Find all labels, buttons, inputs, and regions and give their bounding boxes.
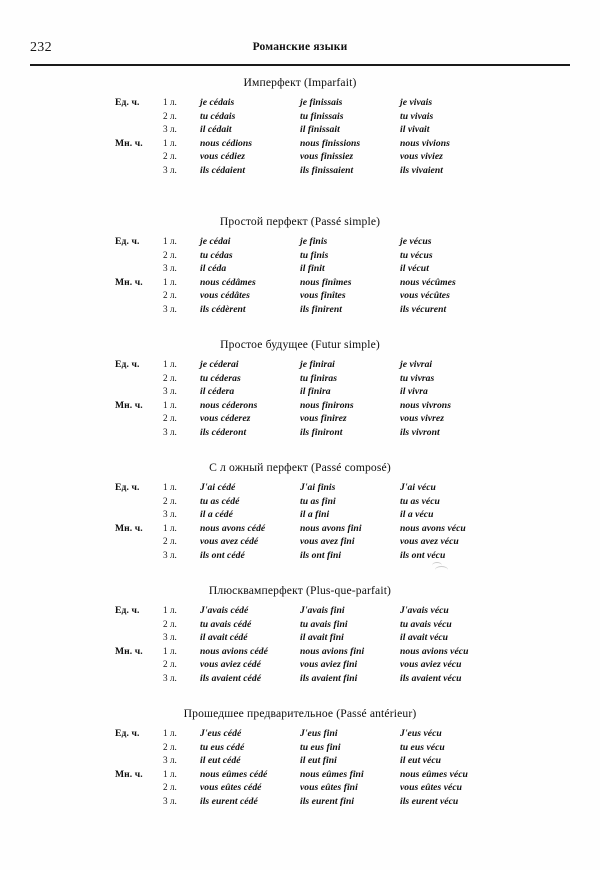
person-label: 3 л. [163,509,177,520]
conjugation-block [0,215,600,317]
table-row [0,303,600,317]
verb-form: tu vivras [400,372,435,384]
person-label: 1 л. [163,605,177,615]
verb-form: nous vivrons [400,399,451,411]
table-row [0,123,600,137]
table-row [0,150,600,164]
verb-form: tu cédas [200,249,233,261]
verb-form: ils finirent [300,303,342,315]
verb-form: tu eus cédé [200,741,245,753]
number-label: Ед. ч. [115,236,140,247]
verb-form: J'eus fini [300,728,338,739]
verb-form: tu as vécu [400,495,440,507]
table-row [0,522,600,536]
verb-form: vous finirez [300,413,347,425]
table-row [0,276,600,290]
verb-form: il eut cédé [200,755,241,767]
verb-form: tu avais fini [300,618,348,630]
table-row [0,658,600,672]
verb-form: J'ai cédé [200,482,236,493]
verb-form: il a cédé [200,509,233,521]
table-row [0,727,600,741]
verb-form: il vivra [400,386,428,398]
conjugation-block [0,338,600,440]
verb-form: je finissais [300,97,343,108]
section-heading: Имперфект (Imparfait) [243,76,357,89]
verb-form: nous avons fini [300,522,362,534]
table-row [0,508,600,522]
person-label: 2 л. [163,372,177,383]
person-label: 1 л. [163,359,177,369]
verb-form: nous avons vécu [400,522,466,534]
person-label: 3 л. [163,755,177,766]
verb-form: il a vécu [400,509,434,521]
number-label: Мн. ч. [115,137,143,149]
verb-form: tu finissais [300,110,344,122]
table-row [0,495,600,509]
conjugation-table [0,604,600,686]
verb-form: ils ont fini [300,549,342,561]
verb-form: il eut vécu [400,755,442,767]
person-label: 1 л. [163,399,177,410]
number-label: Ед. ч. [115,482,140,493]
verb-form: ils vivront [400,426,440,438]
table-row [0,164,600,178]
section-heading: Простое будущее (Futur simple) [220,338,380,351]
verb-form: nous avions fini [300,645,365,657]
table-row [0,289,600,303]
person-label: 1 л. [163,645,177,656]
verb-form: vous aviez vécu [400,659,462,671]
person-label: 1 л. [163,276,177,287]
verb-form: ils finiront [300,426,343,438]
table-row [0,604,600,618]
verb-form: ils eurent cédé [200,795,258,807]
number-label: Ед. ч. [115,97,140,108]
verb-form: je finirai [300,359,335,370]
verb-form: ils vivaient [400,164,443,176]
conjugation-table [0,727,600,809]
conjugation-table [0,481,600,563]
verb-form: vous eûtes fini [300,782,358,794]
verb-form: il vécut [400,263,429,275]
verb-form: nous avons cédé [200,522,266,534]
verb-form: ils ont cédé [200,549,245,561]
person-label: 3 л. [163,124,177,135]
table-row [0,741,600,755]
table-row [0,768,600,782]
table-row [0,754,600,768]
verb-form: je cédai [200,236,231,247]
section-heading: С л ожный перфект (Passé composé) [209,461,391,474]
person-label: 3 л. [163,263,177,274]
person-label: 2 л. [163,536,177,547]
verb-form: nous vécûmes [400,276,456,288]
conjugation-table [0,96,600,178]
verb-form: tu as cédé [200,495,240,507]
number-label: Мн. ч. [115,768,143,780]
verb-form: J'ai vécu [400,482,436,493]
person-label: 1 л. [163,768,177,779]
person-label: 2 л. [163,782,177,793]
table-row [0,481,600,495]
verb-form: J'avais fini [300,605,345,616]
verb-form: vous aviez fini [300,659,358,671]
verb-form: vous eûtes cédé [200,782,262,794]
verb-form: il finira [300,386,331,398]
verb-form: ils eurent fini [300,795,355,807]
person-label: 3 л. [163,632,177,643]
verb-form: J'avais vécu [400,605,449,616]
table-row [0,795,600,809]
number-label: Ед. ч. [115,605,140,616]
person-label: 2 л. [163,495,177,506]
verb-form: nous cédâmes [200,276,256,288]
verb-form: ils eurent vécu [400,795,459,807]
running-head-title: Романские языки [252,41,348,53]
person-label: 2 л. [163,110,177,121]
person-label: 1 л. [163,137,177,148]
verb-form: ils cédèrent [200,303,246,315]
conjugation-table [0,358,600,440]
table-row [0,426,600,440]
person-label: 3 л. [163,549,177,560]
table-row [0,96,600,110]
table-row [0,549,600,563]
verb-form: J'avais cédé [200,605,249,616]
verb-form: nous eûmes vécu [400,768,468,780]
person-label: 1 л. [163,97,177,107]
person-label: 2 л. [163,151,177,162]
verb-form: tu avais vécu [400,618,452,630]
verb-form: vous viviez [400,151,443,163]
verb-form: nous eûmes cédé [200,768,268,780]
conjugation-block [0,707,600,809]
verb-form: tu as fini [300,495,336,507]
table-row [0,372,600,386]
number-label: Мн. ч. [115,645,143,657]
person-label: 1 л. [163,728,177,738]
verb-form: vous avez cédé [200,536,259,548]
verb-form: vous vécûtes [400,290,450,302]
verb-form: il avait fini [300,632,344,644]
verb-form: vous aviez cédé [200,659,261,671]
verb-form: nous vivions [400,137,450,149]
person-label: 3 л. [163,672,177,683]
number-label: Мн. ч. [115,276,143,288]
table-row [0,235,600,249]
person-label: 1 л. [163,482,177,492]
verb-form: ils avaient fini [300,672,358,684]
table-row [0,385,600,399]
person-label: 2 л. [163,659,177,670]
verb-form: je cédais [200,97,235,108]
verb-form: il a fini [300,509,330,521]
verb-form: vous vivrez [400,413,444,425]
verb-form: tu finis [300,249,329,261]
verb-form: je céderai [200,359,239,370]
verb-form: tu finiras [300,372,338,384]
verb-form: vous avez vécu [400,536,459,548]
person-label: 2 л. [163,618,177,629]
verb-form: tu eus fini [300,741,341,753]
table-row [0,672,600,686]
table-row [0,618,600,632]
verb-form: il avait vécu [400,632,449,644]
verb-form: ils céderont [200,426,247,438]
verb-form: ils ont vécu [400,549,446,561]
verb-form: nous eûmes fini [300,768,364,780]
verb-form: je finis [300,236,328,247]
person-label: 3 л. [163,164,177,175]
verb-form: il eut fini [300,755,337,767]
person-label: 2 л. [163,249,177,260]
person-label: 1 л. [163,236,177,246]
page-number: 232 [30,40,52,55]
table-row [0,358,600,372]
verb-form: ils finissaient [300,164,354,176]
person-label: 2 л. [163,741,177,752]
verb-form: vous céderez [200,413,251,425]
verb-form: vous cédâtes [200,290,250,302]
verb-form: tu cédais [200,110,236,122]
verb-form: nous céderons [200,399,258,411]
number-label: Мн. ч. [115,399,143,411]
table-row [0,631,600,645]
verb-form: vous eûtes vécu [400,782,463,794]
verb-form: ils cédaient [200,164,246,176]
conjugation-block [0,461,600,563]
verb-form: nous finirons [300,399,354,411]
verb-form: ils vécurent [400,303,447,315]
verb-form: J'eus vécu [400,728,442,739]
number-label: Ед. ч. [115,728,140,739]
table-row [0,399,600,413]
verb-form: nous avions vécu [400,645,469,657]
person-label: 2 л. [163,290,177,301]
section-heading: Простой перфект (Passé simple) [219,215,381,228]
conjugation-table [0,235,600,317]
verb-form: tu céderas [200,372,241,384]
verb-form: J'ai finis [300,482,336,493]
verb-form: tu eus vécu [400,741,445,753]
verb-form: je vécus [400,236,432,247]
verb-form: J'eus cédé [200,728,242,739]
verb-form: vous cédiez [200,151,246,163]
number-label: Ед. ч. [115,359,140,370]
table-row [0,249,600,263]
section-heading: Прошедшее предварительное (Passé antérieur) [183,707,417,720]
person-label: 1 л. [163,522,177,533]
person-label: 3 л. [163,386,177,397]
verb-form: il cédera [200,386,235,398]
conjugation-block [0,584,600,686]
verb-form: il cédait [200,124,232,136]
verb-form: vous finîtes [300,290,346,302]
verb-form: nous finissions [300,137,361,149]
verb-form: il céda [200,263,227,275]
verb-form: tu avais cédé [200,618,252,630]
verb-form: nous finîmes [300,276,352,288]
verb-form: vous finissiez [300,151,354,163]
table-row [0,645,600,659]
verb-form: ils avaient vécu [400,672,462,684]
table-row [0,110,600,124]
table-row [0,262,600,276]
verb-form: tu vivais [400,110,434,122]
table-row [0,781,600,795]
verb-form: il finit [300,263,325,275]
verb-form: nous avions cédé [200,645,268,657]
verb-form: tu vécus [400,249,433,261]
verb-form: vous avez fini [300,536,355,548]
table-row [0,535,600,549]
verb-form: il finissait [300,124,340,136]
section-heading: Плюсквамперфект (Plus-que-parfait) [208,584,392,597]
header-divider [30,64,570,66]
scan-speck [432,562,442,569]
verb-form: ils avaient cédé [200,672,262,684]
verb-form: je vivais [400,97,433,108]
person-label: 3 л. [163,426,177,437]
table-row [0,137,600,151]
running-head [0,40,600,66]
verb-form: nous cédions [200,137,253,149]
verb-form: il vivait [400,124,430,136]
verb-form: je vivrai [400,359,433,370]
number-label: Мн. ч. [115,522,143,534]
table-row [0,412,600,426]
verb-form: il avait cédé [200,632,248,644]
person-label: 3 л. [163,795,177,806]
conjugation-block [0,76,600,178]
person-label: 3 л. [163,303,177,314]
person-label: 2 л. [163,413,177,424]
